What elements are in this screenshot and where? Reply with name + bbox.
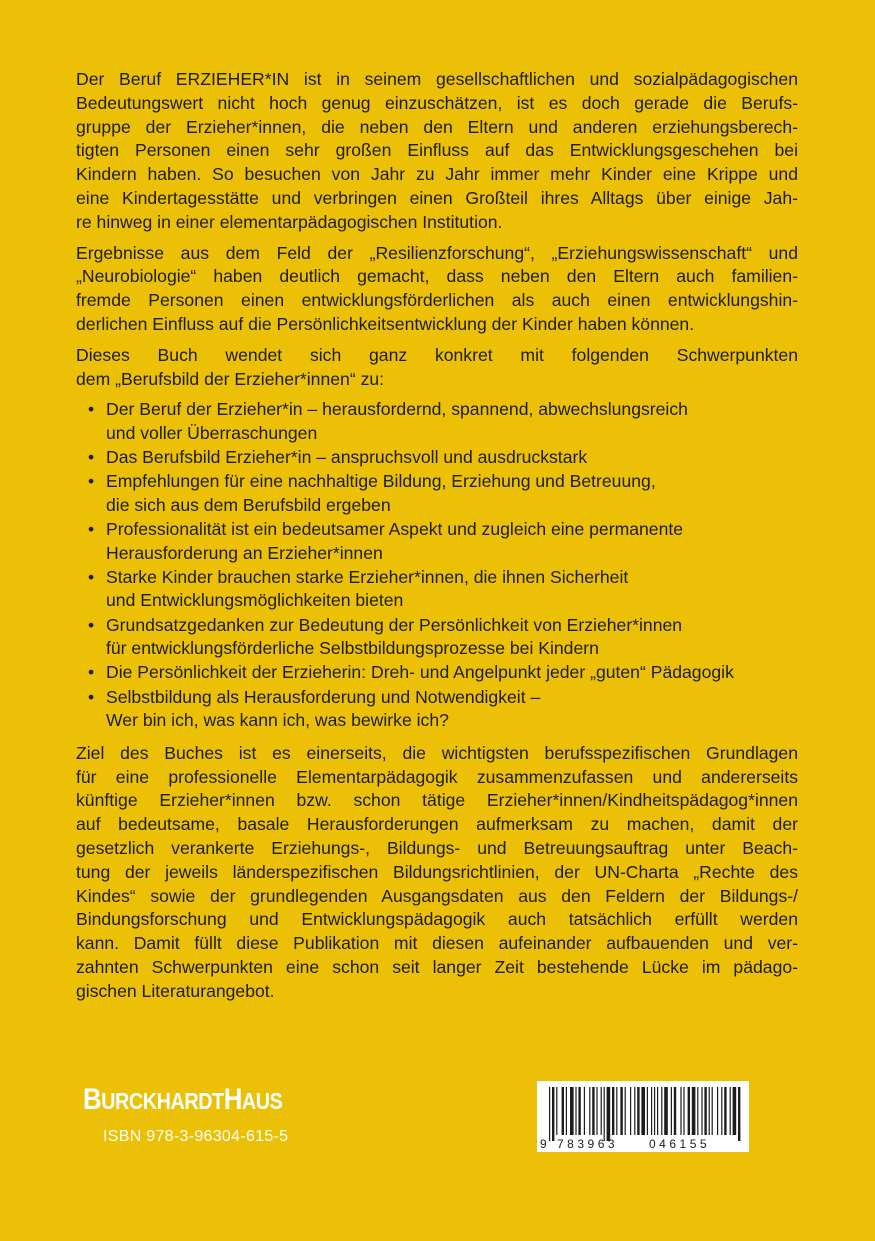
text-line: derlichen Einfluss auf die Persönlichkeitsentwicklung der Kinder haben können. — [76, 313, 695, 334]
bullet-item — [76, 446, 798, 470]
barcode-bar — [704, 1087, 706, 1135]
bullet-marker: • — [88, 519, 95, 540]
bullet-text-line: Das Berufsbild Erzieher*in – anspruchsvoll und ausdruckstark — [106, 447, 588, 468]
bullet-item — [76, 686, 798, 733]
barcode-bar — [701, 1087, 702, 1135]
publisher-logo — [83, 1083, 282, 1118]
barcode-bar — [634, 1087, 635, 1135]
barcode-bar — [604, 1087, 605, 1141]
text-line: Ergebnisse aus dem Feld der „Resilienzforschung“, „Erziehungswissenschaft“ und — [76, 242, 798, 263]
bullet-item — [76, 470, 798, 517]
barcode-bar — [612, 1087, 614, 1135]
closing-paragraph — [76, 742, 798, 1004]
text-line: Bedeutungswert nicht hoch genug einzuschätzen, ist es doch gerade die Berufs- — [76, 92, 798, 113]
text-line: eine Kindertagesstätte und verbringen einen Großteil ihres Alltags über einige Jah- — [76, 187, 798, 208]
barcode-bar — [654, 1087, 655, 1135]
text-line: zahnten Schwerpunkten eine schon seit langer Zeit bestehende Lücke im pädago- — [76, 957, 798, 977]
barcode-bar — [584, 1087, 585, 1135]
publisher-logo-b: B — [83, 1083, 102, 1116]
barcode-bar — [724, 1087, 726, 1135]
barcode-bar — [688, 1087, 690, 1135]
bullet-text-line: Herausforderung an Erzieher*innen — [106, 542, 383, 563]
text-line: auf bedeutsame, basale Herausforderungen aufmerksam zu machen, damit der — [76, 814, 798, 835]
bullet-text-line: Selbstbildung als Herausforderung und Notwendigkeit – — [106, 686, 541, 707]
text-line: Kindern haben. So besuchen von Jahr zu Jahr immer mehr Kinder eine Krippe und — [76, 164, 798, 185]
barcode-bar — [683, 1087, 684, 1135]
barcode-bar — [589, 1087, 590, 1135]
barcode-bar — [738, 1087, 740, 1141]
publisher-logo-aus: AUS — [241, 1088, 283, 1114]
barcode-left-digits: 783963 — [557, 1137, 619, 1151]
bullet-marker: • — [88, 614, 95, 635]
barcode-first-digit: 9 — [540, 1137, 547, 1151]
text-line: Kindes“ sowie der grundlegenden Ausgangsdaten aus den Feldern der Bildungs-/ — [76, 885, 798, 906]
isbn-number: ISBN 978-3-96304-615-5 — [103, 1128, 289, 1145]
bullet-item — [76, 398, 798, 445]
bullet-text-line: die sich aus dem Berufsbild ergeben — [106, 494, 391, 515]
barcode — [537, 1081, 749, 1152]
text-line: Ziel des Buches ist es einerseits, die wichtigsten berufsspezifischen Grundlagen — [76, 742, 798, 763]
barcode-bar — [717, 1087, 718, 1135]
barcode-bar — [709, 1087, 710, 1135]
barcode-bar — [592, 1087, 594, 1135]
text-line: fremde Personen einen entwicklungsförderlichen als auch einen entwicklungshin- — [76, 290, 798, 311]
text-line: für eine professionelle Elementarpädagogik zusammenzufassen und andererseits — [76, 766, 798, 787]
bullet-item — [76, 518, 798, 565]
bullet-marker: • — [88, 686, 95, 707]
barcode-bar — [641, 1087, 645, 1135]
text-line: dem „Berufsbild der Erzieher*innen“ zu: — [76, 368, 385, 389]
intro-paragraph-1 — [76, 68, 798, 235]
publisher-logo-h: H — [223, 1083, 242, 1116]
bullet-item — [76, 566, 798, 613]
barcode-bar — [692, 1087, 696, 1135]
barcode-bar — [697, 1087, 698, 1135]
barcode-bar — [556, 1087, 557, 1135]
barcode-bar — [620, 1087, 622, 1135]
bullet-text-line: Professionalität ist ein bedeutsamer Aspekt und zugleich eine permanente — [106, 519, 684, 540]
text-line: tigten Personen einen sehr großen Einfluss auf das Entwicklungsgeschehen bei — [76, 140, 798, 161]
text-line: kann. Damit füllt diese Publikation mit diesen aufeinander aufbauenden und ver- — [76, 933, 798, 954]
bullet-marker: • — [88, 662, 95, 683]
barcode-bar — [575, 1087, 576, 1135]
text-line: gruppe der Erzieher*innen, die neben den Eltern und anderen erziehungsberech- — [76, 116, 798, 137]
barcode-bar — [730, 1087, 731, 1135]
bullet-marker: • — [88, 471, 95, 492]
text-line: tung der jeweils länderspezifischen Bildungsrichtlinien, der UN-Charta „Rechte des — [76, 861, 798, 882]
barcode-bar — [712, 1087, 713, 1135]
bullet-text-line: und voller Überraschungen — [106, 422, 318, 443]
intro-paragraph-2 — [76, 242, 798, 337]
barcode-bar — [651, 1087, 652, 1135]
bullet-text-line: Empfehlungen für eine nachhaltige Bildung, Erziehung und Betreuung, — [106, 471, 656, 492]
bullet-text-line: Grundsatzgedanken zur Bedeutung der Persönlichkeit von Erzieher*innen — [106, 614, 683, 635]
barcode-bar — [680, 1087, 681, 1135]
text-line: Bindungsforschung und Entwicklungspädagogik auch tatsächlich erfüllt werden — [76, 909, 798, 930]
barcode-bar — [578, 1087, 580, 1135]
barcode-bar — [671, 1087, 672, 1135]
bullet-marker: • — [88, 566, 95, 587]
bullet-marker: • — [88, 399, 95, 420]
text-line: re hinweg in einer elementarpädagogischen Institution. — [76, 211, 503, 232]
focus-bullet-list — [76, 398, 798, 732]
barcode-bar — [552, 1087, 554, 1141]
barcode-graphic — [537, 1081, 749, 1152]
text-line: gesetzlich verankerte Erziehungs-, Bildungs- und Betreuungsauftrag unter Beach- — [76, 838, 798, 859]
barcode-bar — [647, 1087, 648, 1135]
bullet-text-line: und Entwicklungsmöglichkeiten bieten — [106, 590, 404, 611]
barcode-bar — [657, 1087, 658, 1135]
text-line: künftige Erzieher*innen bzw. schon tätige Erzieher*innen/Kindheitspädagog*innen — [76, 790, 798, 811]
bullet-text-line: Wer bin ich, was kann ich, was bewirke ich? — [106, 710, 449, 731]
barcode-bar — [721, 1087, 722, 1135]
bullet-marker: • — [88, 447, 95, 468]
barcode-bar — [566, 1087, 567, 1135]
bullet-item — [76, 661, 798, 685]
text-line: „Neurobiologie“ haben deutlich gemacht, dass neben den Eltern auch familien- — [76, 266, 798, 287]
text-line: Dieses Buch wendet sich ganz konkret mit folgenden Schwerpunkten — [76, 344, 798, 365]
text-line: Der Beruf ERZIEHER*IN ist in seinem gesellschaftlichen und sozialpädagogischen — [76, 69, 798, 89]
intro-paragraph-3 — [76, 344, 798, 392]
barcode-right-digits: 046155 — [649, 1137, 711, 1151]
barcode-bar — [601, 1087, 602, 1135]
bullet-item — [76, 614, 798, 661]
bullet-text-line: für entwicklungsförderliche Selbstbildungsprozesse bei Kindern — [106, 638, 599, 659]
barcode-bar — [630, 1087, 631, 1135]
barcode-bar — [549, 1087, 550, 1141]
bullet-text-line: Die Persönlichkeit der Erzieherin: Dreh- und Angelpunkt jeder „guten“ Pädagogik — [106, 662, 734, 683]
bullet-text-line: Starke Kinder brauchen starke Erzieher*innen, die ihnen Sicherheit — [106, 566, 629, 587]
barcode-bar — [596, 1087, 597, 1135]
barcode-bar — [562, 1087, 564, 1135]
text-line: gischen Literaturangebot. — [76, 980, 275, 1001]
barcode-bar — [661, 1087, 662, 1135]
bullet-text-line: Der Beruf der Erzieher*in – herausfordernd, spannend, abwechslungsreich — [106, 399, 688, 420]
publisher-logo-urckhardt: URCKHARDT — [101, 1088, 224, 1114]
barcode-bar — [616, 1087, 617, 1135]
barcode-bar — [625, 1087, 626, 1135]
barcode-bar — [637, 1087, 639, 1135]
barcode-bar — [570, 1087, 574, 1135]
barcode-bars — [549, 1087, 740, 1141]
back-cover-text — [76, 68, 798, 1011]
barcode-bar — [674, 1087, 676, 1135]
barcode-bar — [733, 1087, 737, 1135]
barcode-bar — [607, 1087, 611, 1141]
barcode-bar — [664, 1087, 668, 1135]
